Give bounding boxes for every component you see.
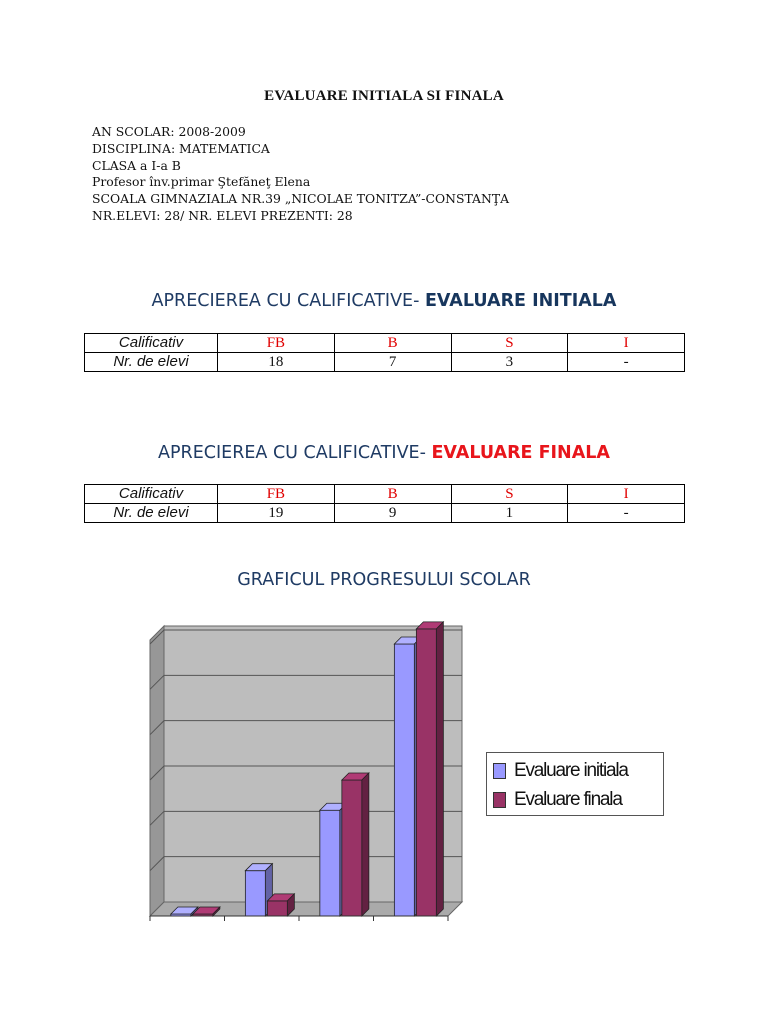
table-row (85, 353, 685, 372)
initial-evaluation-table (84, 333, 685, 372)
grade-category: FB (218, 334, 335, 353)
bar-side (436, 622, 443, 916)
bar-front (342, 780, 362, 916)
legend-label-initial: Evaluare initiala (514, 760, 628, 781)
student-count: - (568, 353, 685, 372)
final-heading-highlight: EVALUARE FINALA (431, 443, 610, 463)
bar-side (362, 773, 369, 916)
legend-item-initial (493, 760, 628, 782)
bar-front (416, 629, 436, 916)
chart-bar (267, 894, 294, 916)
chart-x-axis (150, 916, 448, 921)
meta-class: CLASA a I-a B (92, 157, 181, 173)
grade-category: B (334, 485, 451, 504)
table-row (85, 485, 685, 504)
chart-bar (342, 773, 369, 916)
grade-category: I (568, 334, 685, 353)
chart-bar (416, 622, 443, 916)
legend-swatch-initial (493, 763, 506, 779)
bar-front (245, 871, 265, 916)
grade-category: S (451, 334, 568, 353)
table-row (85, 504, 685, 523)
student-count: 19 (218, 504, 335, 523)
legend-swatch-final (493, 792, 506, 808)
initial-evaluation-heading (0, 291, 768, 311)
row-label: Nr. de elevi (85, 353, 218, 372)
grade-category: S (451, 485, 568, 504)
meta-subject: DISCIPLINA: MATEMATICA (92, 140, 270, 156)
row-label: Calificativ (85, 334, 218, 353)
legend-item-final (493, 789, 622, 811)
bar-front (394, 644, 414, 916)
legend-label-final: Evaluare finala (514, 789, 622, 810)
student-count: 18 (218, 353, 335, 372)
student-count: 7 (334, 353, 451, 372)
final-heading-prefix: APRECIEREA CU CALIFICATIVE- (158, 443, 432, 463)
bar-front (267, 901, 287, 916)
initial-heading-highlight: EVALUARE INITIALA (424, 291, 617, 311)
student-count: - (568, 504, 685, 523)
table-row (85, 334, 685, 353)
initial-heading-prefix: APRECIEREA CU CALIFICATIVE- (151, 291, 425, 311)
grade-category: I (568, 485, 685, 504)
meta-school: SCOALA GIMNAZIALA NR.39 „NICOLAE TONITZA”-CONSTANŢA (92, 191, 510, 207)
meta-student-count: NR.ELEVI: 28/ NR. ELEVI PREZENTI: 28 (92, 207, 353, 223)
student-count: 9 (334, 504, 451, 523)
row-label: Calificativ (85, 485, 218, 504)
chart-legend (486, 752, 664, 816)
student-count: 3 (451, 353, 568, 372)
meta-school-year: AN SCOLAR: 2008-2009 (92, 124, 246, 139)
document-meta (92, 124, 509, 225)
student-count: 1 (451, 504, 568, 523)
row-label: Nr. de elevi (85, 504, 218, 523)
final-evaluation-table (84, 484, 685, 523)
chart-side-wall (150, 626, 164, 916)
progress-chart (100, 620, 470, 930)
meta-teacher: Profesor înv.primar Ştefăneţ Elena (92, 174, 311, 190)
final-evaluation-heading (0, 443, 768, 463)
grade-category: B (334, 334, 451, 353)
bar-front (320, 810, 340, 916)
document-title: EVALUARE INITIALA SI FINALA (264, 88, 504, 104)
chart-heading: GRAFICUL PROGRESULUI SCOLAR (237, 570, 531, 590)
grade-category: FB (218, 485, 335, 504)
